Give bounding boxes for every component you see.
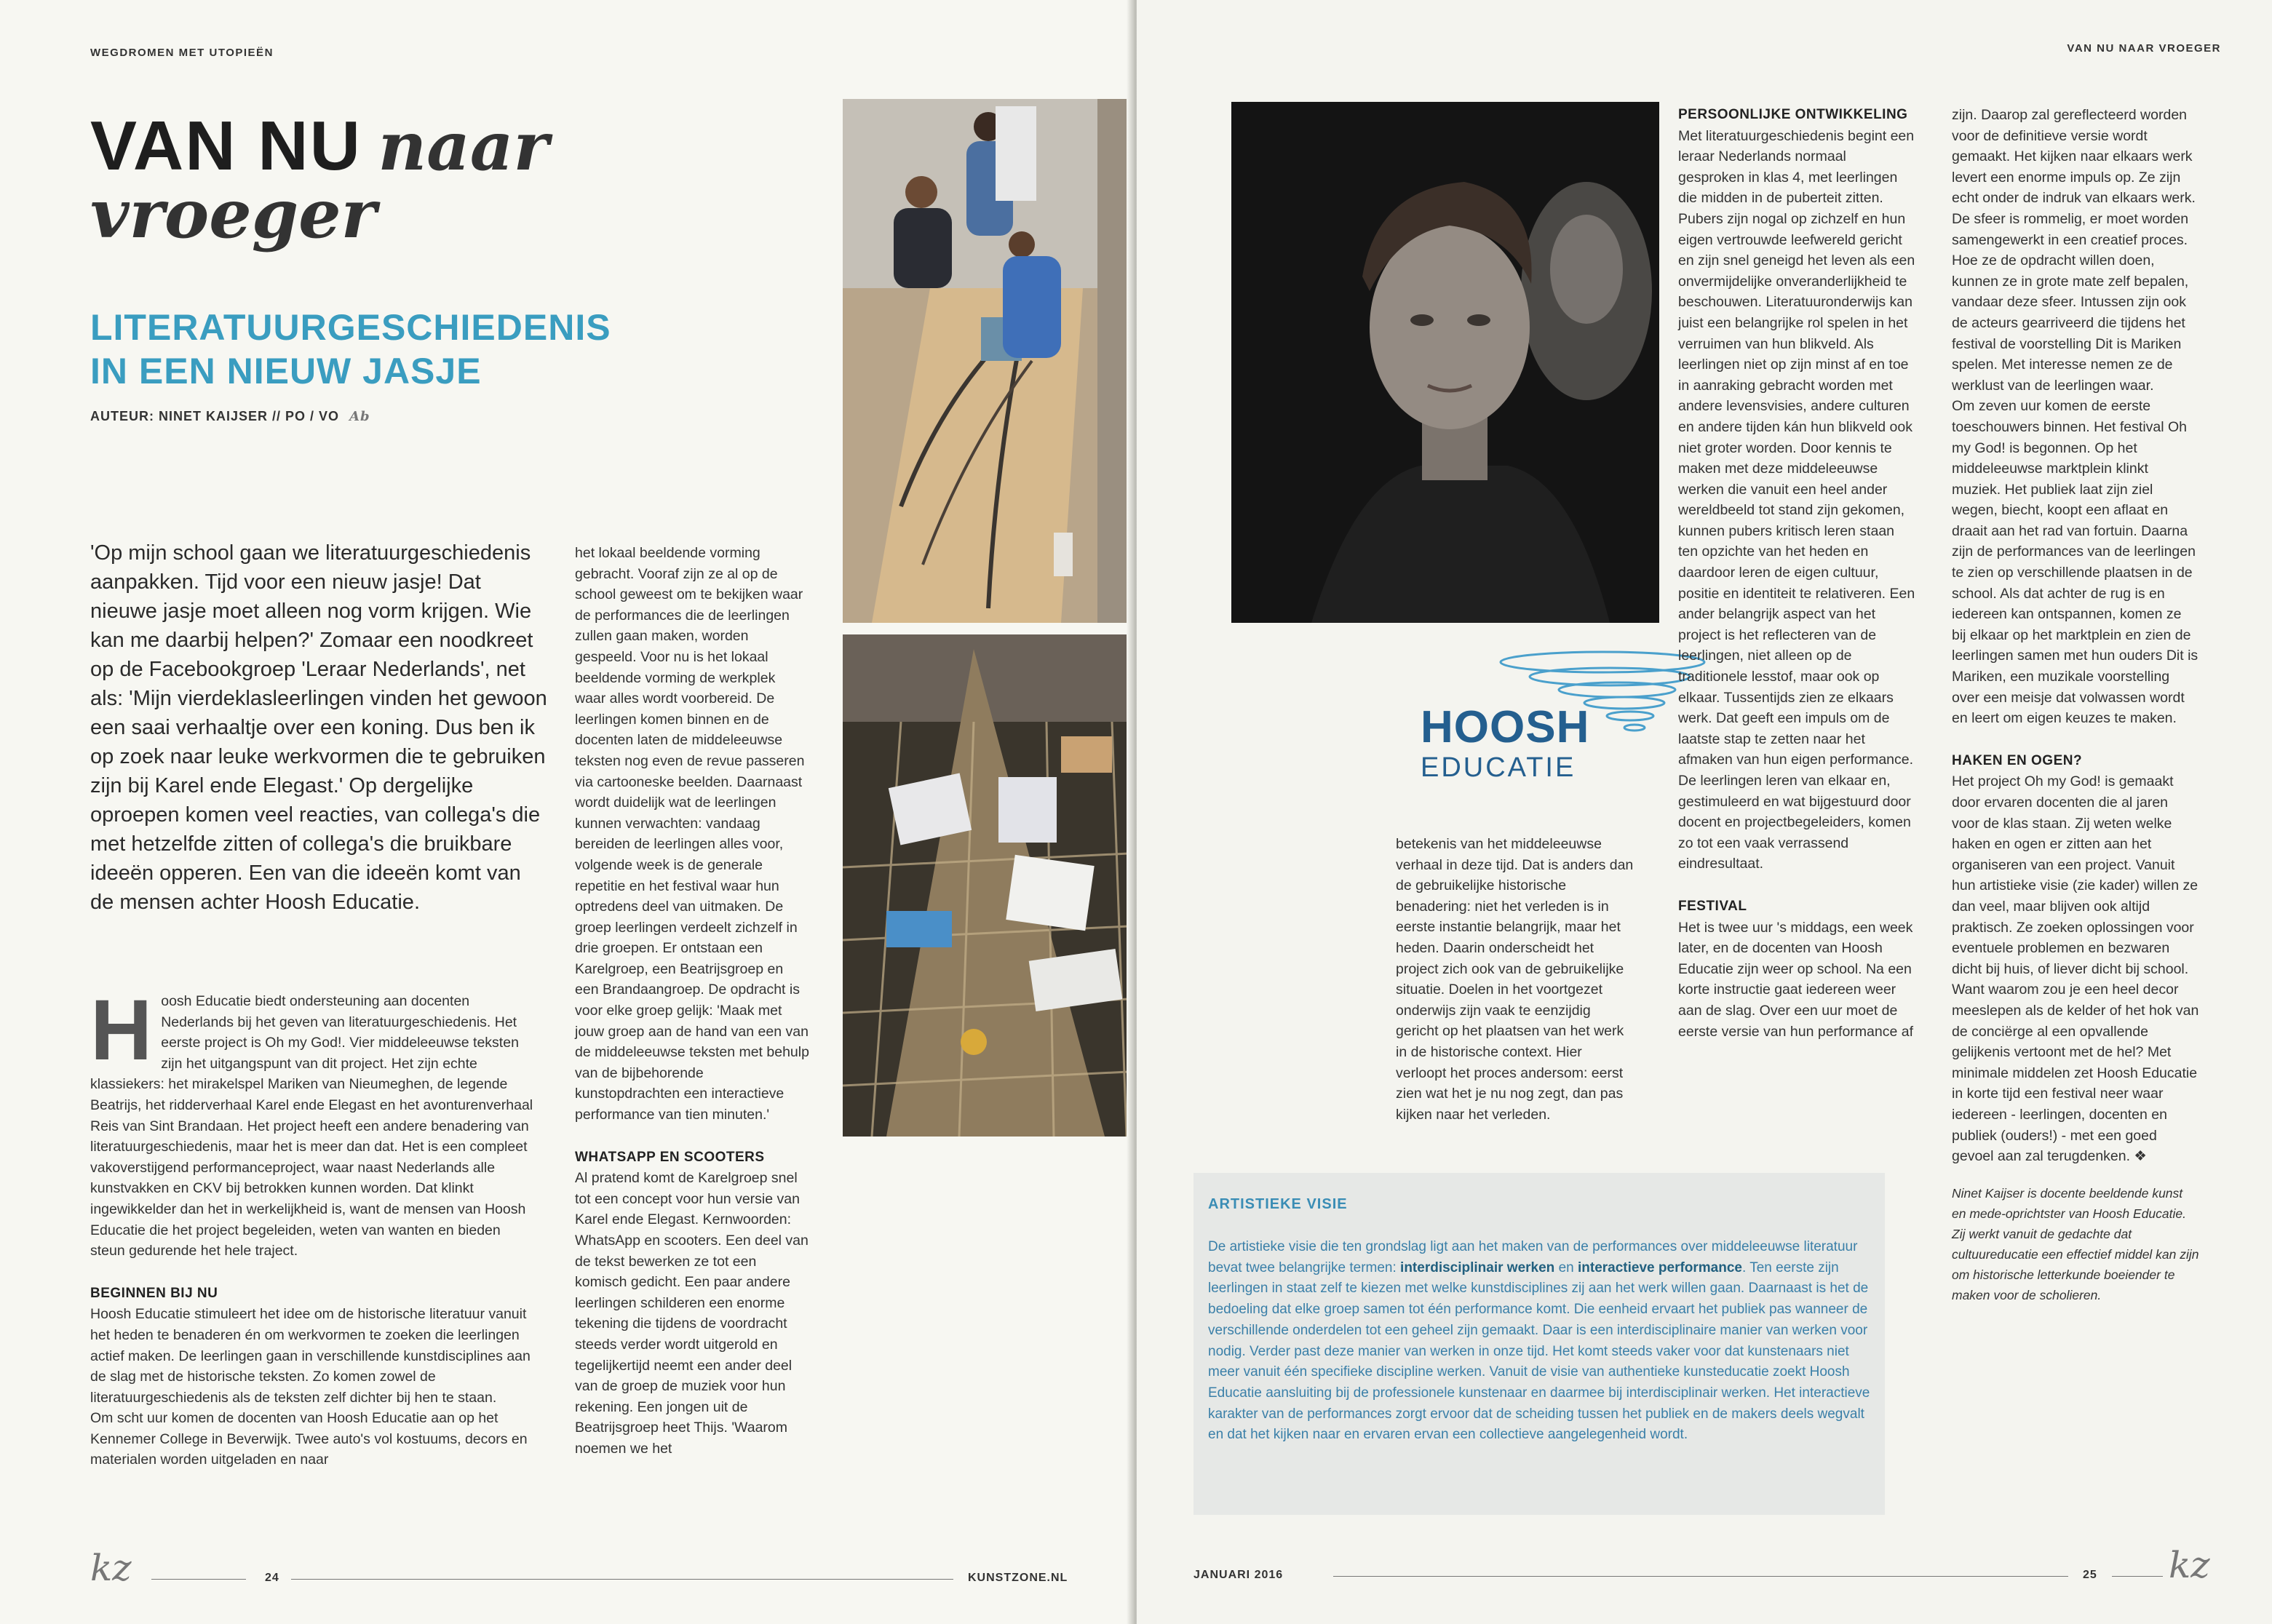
footer-rule-right-1 <box>1333 1576 2068 1577</box>
footer-date: JANUARI 2016 <box>1193 1569 1284 1581</box>
footer-site: KUNSTZONE.NL <box>968 1572 1068 1584</box>
footer-rule-left-1 <box>151 1579 246 1580</box>
sidebar-text-e: . Ten eerste zijn leerlingen in staat zelf te kiezen met welke kunstdisciplines zij aan het werk willen gaan. Daarnaast is het de bedoeling dat elke groep samen tot één performance komt. Die eenheid ervaart het publiek pas wanneer de verschillende onderdelen tot een geheel zijn gemaakt. Daar is een interdisciplinaire manier van werken voor nodig. Verder past deze manier van werken in onze tijd. Het komt steeds vaker voor dat kunstenaars niet meer vanuit één specifieke discipline werken. Vanuit de visie van authentieke kunsteducatie zoekt Hoosh Educatie aansluiting bij de professionele kunstenaar en daarmee bij interdisciplinair werken. Het interactieve karakter van de performances zorgt ervoor dat de scheiding tussen het publiek en de makers deels wegvalt en dat het kijken naar en ervaren ervan een collectieve aangelegenheid wordt. <box>1208 1259 1870 1443</box>
photo-net-installation <box>843 634 1132 1137</box>
sidebar-text <box>1208 1237 1870 1446</box>
title-italic-2: vroeger <box>90 175 377 253</box>
right-col3-paragraph-1: zijn. Daarop zal gereflecteerd worden voor de definitieve versie wordt gemaakt. Het kijken naar elkaars werk levert een enorme impuls op. Ze zijn echt onder de indruk van elkaars werk. De sfeer is rommelig, er moet worden samengewerkt in een creatief proces. Hoe ze de opdracht willen doen, kunnen ze in grote mate zelf bepalen, vandaar deze sfeer. Intussen zijn ook de acteurs gearriveerd die tijdens het festival de voorstelling Dit is Mariken spelen. Met interesse nemen ze de werklust van de leerlingen waar. <box>1952 107 2196 394</box>
kz-logo-left: kz <box>90 1547 132 1589</box>
article-intro: 'Op mijn school gaan we literatuurgeschiedenis aanpakken. Tijd voor een nieuw jasje! Dat nieuwe jasje moet alleen nog vorm krijgen. Wie kan me daarbij helpen?' Zomaar een noodkreet op de Facebookgroep 'Leraar Nederlands', net als: 'Mijn vierdeklasleerlingen vinden het gewoon een saai verhaaltje over een koning. Dus ben ik op zoek naar leuke werkvormen die te gebruiken zijn bij Karel ende Elegast.' Op dergelijke oproepen komen veel reacties, van collega's die met hetzelfde zitten of collega's die bruikbare ideeën opperen. Een van die ideeën komt van de mensen achter Hoosh Educatie. <box>90 541 547 914</box>
heading-festival: FESTIVAL <box>1678 898 1747 914</box>
heading-persoonlijke-ontwikkeling: PERSOONLIJKE ONTWIKKELING <box>1678 107 1908 122</box>
right-col2-paragraph-1: Met literatuurgeschiedenis begint een leraar Nederlands normaal gesproken in klas 4, met leerlingen die midden in de puberteit zitten. Pubers zijn nogal op zichzelf en hun eigen vertrouwde leefwereld gericht en zijn snel geneigd het leven als een onvermijdelijke onveranderlijkheid te beschouwen. Literatuuronderwijs kan juist een belangrijke rol spelen in het verruimen van hun blikveld. Als leerlingen niet op zijn minst af en toe in aanraking gebracht worden met andere levensvisies, andere culturen en andere tijden kán hun blikveld ook niet groter worden. Door kennis te maken met deze middeleeuwse werken die vanuit een heel ander wereldbeeld tot stand zijn gekomen, kunnen pubers kritisch leren staan ten opzichte van het heden en daardoor leren de eigen cultuur, positie en identiteit te relativeren. Een ander belangrijk aspect van het project is het reflecteren van de leerlingen, niet alleen op de traditionele lesstof, maar ook op elkaar. Tussentijds zien ze elkaars werk. Dat geeft een impuls om de laatste stap te zetten naar het afmaken van hun eigen performance. De leerlingen leren van elkaar en, gestimuleerd en wat bijgestuurd door docent en projectbegeleiders, komen zo tot een vaak verrassend eindresultaat. <box>1678 127 1915 872</box>
footer-rule-left-2 <box>291 1579 953 1580</box>
col2-paragraph-2: Al pratend komt de Karelgroep snel tot een concept voor hun versie van Karel ende Elegast. Kernwoorden: WhatsApp en scooters. Een deel van de tekst bewerken ze tot een komisch gedicht. Een paar andere leerlingen schilderen een enorme tekening die tijdens de voordracht steeds verder wordt uitgerold en tegelijkertijd neemt een ander deel van de groep de muziek voor hun rekening. Een jongen uit de Beatrijsgroep heet Thijs. 'Waarom noemen we het <box>575 1170 809 1457</box>
educatie-logo-word: EDUCATIE <box>1421 752 1576 783</box>
article-subtitle <box>90 306 611 393</box>
col1-paragraph-3: Om scht uur komen de docenten van Hoosh Educatie aan op het Kennemer College in Beverwijk. Twee auto's vol kostuums, decors en materialen worden uitgeladen en naar <box>90 1410 528 1468</box>
right-column-3 <box>1952 105 2199 1305</box>
subtitle-line1: LITERATUURGESCHIEDENIS <box>90 307 611 348</box>
left-column-2 <box>575 543 809 1460</box>
author-text: AUTEUR: NINET KAIJSER // PO / VO <box>90 409 340 423</box>
right-col2-paragraph-2: Het is twee uur 's middags, een week later, en de docenten van Hoosh Educatie zijn weer op school. Na een korte instructie gaat iedereen weer aan de slag. Over een uur moet de eerste versie van hun performance af <box>1678 919 1914 1040</box>
drop-cap: H <box>90 982 153 1078</box>
heading-haken-en-ogen: HAKEN EN OGEN? <box>1952 752 2083 768</box>
subtitle-line2: IN EEN NIEUW JASJE <box>90 351 482 391</box>
running-head-left: WEGDROMEN MET UTOPIEËN <box>90 47 274 59</box>
heading-whatsapp-en-scooters: WHATSAPP EN SCOOTERS <box>575 1149 765 1165</box>
sidebar-heading: ARTISTIEKE VISIE <box>1208 1196 1348 1212</box>
title-bold: VAN NU <box>90 107 362 185</box>
sidebar-text-c: en <box>1558 1259 1574 1275</box>
hoosh-logo-word: HOOSH <box>1421 702 1590 752</box>
right-column-1 <box>1396 834 1636 1125</box>
right-col3-paragraph-2: Om zeven uur komen de eerste toeschouwers binnen. Het festival Oh my God! is begonnen. Op het middeleeuwse marktplein klinkt muziek. Het publiek laat zijn ziel wegen, biecht, koopt een aflaat en draait aan het rad van fortuin. Daarna zijn de performances van de leerlingen te zien op verschillende plaatsen in de school. Als dat achter de rug is en iedereen kan ontspannen, komen ze bij elkaar op het marktplein en zien de leerlingen samen met hun ouders Dit is Mariken, een muzikale voorstelling over een meisje dat volwassen wordt en leert om eigen keuzes te maken. <box>1952 398 2198 727</box>
photo-students-drawing <box>843 99 1132 623</box>
right-column-2 <box>1678 105 1915 1042</box>
author-line <box>90 409 370 424</box>
left-column-1 <box>90 982 539 1470</box>
right-page <box>1137 0 2272 1624</box>
sidebar-text-a: De artistieke visie die ten grondslag ligt aan het maken van de performances over middeleeuwse literatuur bevat twee belangrijke termen: <box>1208 1239 1858 1275</box>
kz-logo-right: kz <box>2169 1544 2210 1586</box>
author-mark: Ab <box>349 409 370 424</box>
left-page <box>0 0 1132 1624</box>
title-italic-1: naar <box>378 107 549 186</box>
page-number-left: 24 <box>265 1572 279 1584</box>
running-head-right: VAN NU NAAR VROEGER <box>2067 42 2221 55</box>
heading-beginnen-bij-nu: BEGINNEN BIJ NU <box>90 1285 218 1301</box>
page-number-right: 25 <box>2083 1569 2097 1581</box>
photo-actor-portrait <box>1231 102 1659 623</box>
sidebar-artistieke-visie <box>1193 1173 1885 1515</box>
sidebar-term-interdisciplinair: interdisciplinair werken <box>1400 1259 1555 1275</box>
right-col1-paragraph: betekenis van het middeleeuwse verhaal in deze tijd. Dat is anders dan de gebruikelijke historische benadering: niet het verleden is in eerste instantie belangrijk, maar het heden. Daarin onderscheidt het project zich ook van de gebruikelijke situatie. Doelen in het voortgezet onderwijs zijn vaak te eenzijdig gericht op het plaatsen van het werk in de historische context. Hier verloopt het proces andersom: eerst zien wat het je nu nog zegt, dan pas kijken naar het verleden. <box>1396 836 1634 1123</box>
col1-paragraph-1: oosh Educatie biedt ondersteuning aan docenten Nederlands bij het geven van literatuurgeschiedenis. Het eerste project is Oh my God!. Vier middeleeuwse teksten zijn het uitgangspunt van dit project. Het zijn echte klassiekers: het mirakelspel Mariken van Nieumeghen, de legende Beatrijs, het ridderverhaal Karel ende Elegast en het avonturenverhaal Reis van Sint Brandaan. Het project heeft een andere benadering van literatuurgeschiedenis, maar het is meer dan dat. Het is een compleet vakoverstijgend performanceproject, waar naast Nederlands alle kunstvakken en CKV bij betrokken kunnen worden. Dat klinkt ingewikkelder dan het in werkelijkheid is, want de mensen van Hoosh Educatie die het project begeleiden, weten van wanten en bieden steun gedurende het hele traject. <box>90 993 533 1259</box>
col2-paragraph-1: het lokaal beeldende vorming gebracht. Vooraf zijn ze al op de school geweest om te bekijken waar de performances die de leerlingen zullen gaan maken, worden gespeeld. Voor nu is het lokaal beeldende vorming de werkplek waar alles wordt voorbereid. De leerlingen komen binnen en de docenten laten de middeleeuwse teksten nog even de revue passeren via cartooneske beelden. Daarnaast wordt duidelijk wat de leerlingen kunnen verwachten: vandaag bereiden de leerlingen alles voor, volgende week is de generale repetitie en het festival waar hun optredens deel van uitmaken. De groep leerlingen verdeelt zichzelf in drie groepen. Er ontstaan een Karelgroep, een Beatrijsgroep en een Brandaangroep. De opdracht is voor elke groep gelijk: 'Maak met jouw groep aan de hand van een van de middeleeuwse teksten met behulp van de bijbehorende kunstopdrachten een interactieve performance van tien minuten.' <box>575 545 809 1123</box>
col1-paragraph-2: Hoosh Educatie stimuleert het idee om de historische literatuur vanuit het heden te benaderen én om werkvormen te zoeken die leerlingen actief maken. De leerlingen gaan in verschillende kunstdisciplines aan de slag met de historische teksten. Zo komen zowel de literatuurgeschiedenis als de teksten zelf dichter bij hen te staan. <box>90 1306 531 1406</box>
author-bio: Ninet Kaijser is docente beeldende kunst en mede-oprichtster van Hoosh Educatie. Zij werkt vanuit de gedachte dat cultuureducatie een effectief middel kan zijn om historische letterkunde boeiender te maken voor de scholieren. <box>1952 1185 2199 1302</box>
footer-rule-right-2 <box>2112 1576 2163 1577</box>
sidebar-term-interactieve-performance: interactieve performance <box>1578 1259 1742 1275</box>
right-col3-paragraph-3: Het project Oh my God! is gemaakt door ervaren docenten die al jaren voor de klas staan. Zij weten welke haken en ogen er zitten aan het organiseren van een project. Vanuit hun artistieke visie (zie kader) willen ze dan veel, maar blijven ook altijd praktisch. Ze zoeken oplossingen voor eventuele problemen en bezwaren dicht bij huis, of liever dicht bij school. Want waarom zou je een heel decor meeslepen als de kelder of het hok van de conciërge al een opvallende gelijkenis vertoont met de hel? Met minimale middelen zet Hoosh Educatie in korte tijd een festival neer waar iedereen - leerlingen, docenten en publiek (ouders!) - met een goed gevoel aan zal terugdenken. ❖ <box>1952 773 2199 1165</box>
